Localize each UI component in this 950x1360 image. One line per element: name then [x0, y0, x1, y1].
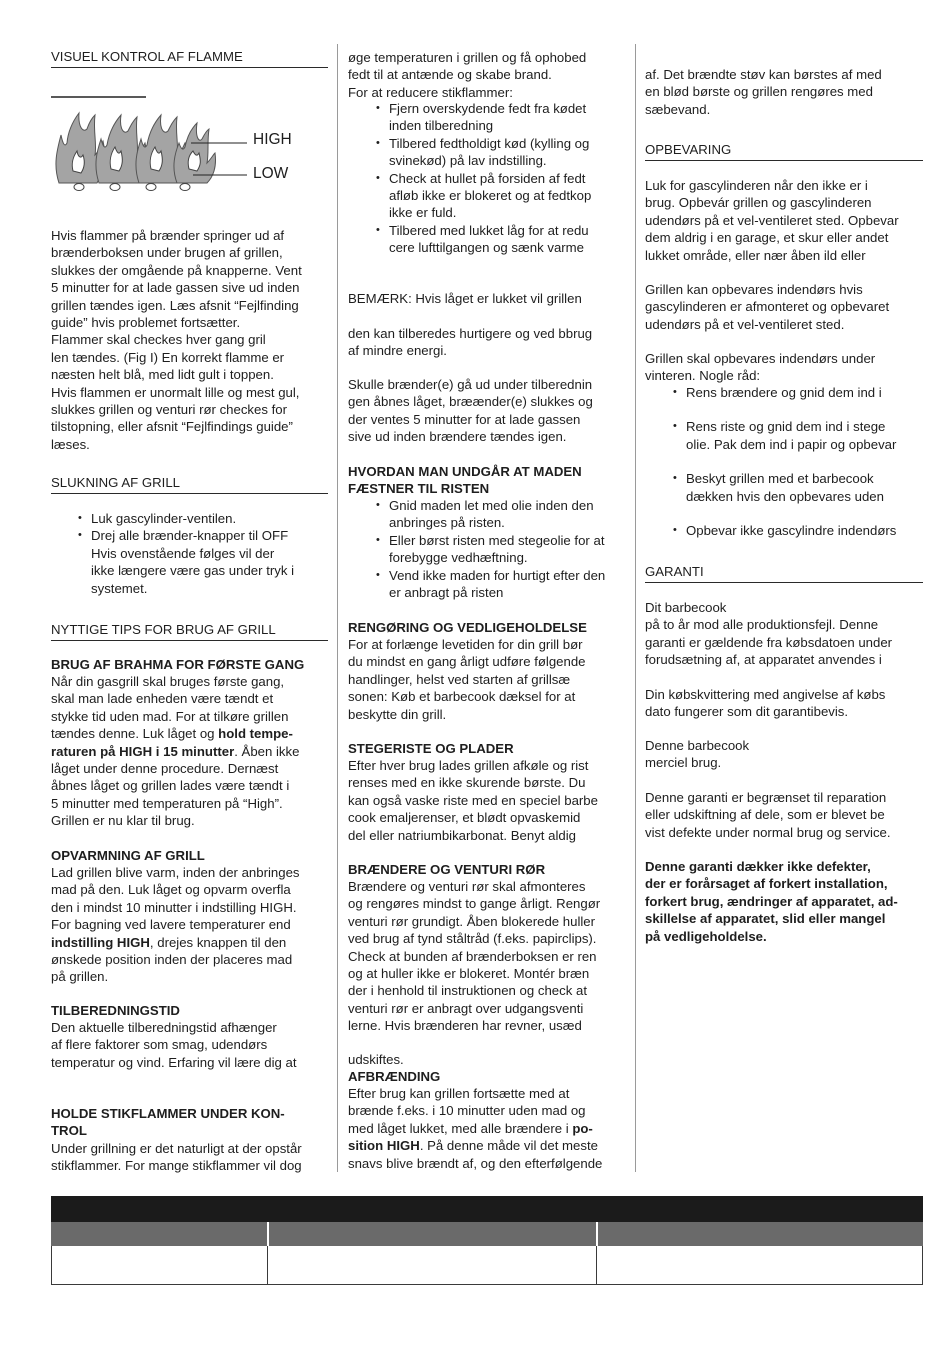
flame-label-low: LOW	[253, 165, 289, 182]
table-cell	[597, 1246, 922, 1284]
subheading-rengoering: RENGØRING OG VEDLIGEHOLDELSE	[348, 620, 587, 635]
subheading-stegeriste: STEGERISTE OG PLADER	[348, 741, 514, 756]
avoid-sticking-list	[375, 497, 628, 601]
garanti-paragraph-2: Din købskvittering med angivelse af købs dato fungerer som dit garantibevis.	[645, 687, 886, 720]
column-divider	[635, 44, 636, 1172]
section-heading-opbevaring: OPBEVARING	[645, 141, 923, 161]
subheading-undgaa-fastner: HVORDAN MAN UNDGÅR AT MADEN FÆSTNER TIL RISTEN	[348, 464, 582, 497]
table-cell	[268, 1246, 597, 1284]
slukning-list	[77, 510, 328, 597]
afbraending-paragraph: Efter brug kan grillen fortsætte med at brænde f.eks. i 10 minutter uden mad og med låget lukket, med alle brændere i po- sition HIGH. På denne måde vil det meste snavs blive brændt af, og den efterfølgende	[348, 1086, 603, 1171]
burner-out-paragraph: Skulle brænder(e) gå ud under tilberednin gen åbnes låget, bræænder(e) slukkes og der ventes 5 minutter for at lade gassen sive ud inden brændere tændes igen.	[348, 377, 593, 445]
winter-advice-list	[672, 384, 923, 539]
opbevaring-paragraph-1: Luk for gascylinderen når den ikke er i brug. Opbevár grillen og gascylinderen udendørs på et vel-ventileret sted. Opbevar dem aldrig i en garage, et skur eller andet lukket område, eller nær åben ild eller	[645, 178, 899, 263]
list-item: • Eller børst risten med stegeolie for at forebygge vedhæftning.	[375, 532, 628, 567]
rengoering-paragraph: For at forlænge levetiden for din grill bør du mindst en gang årligt udføre følgende handlinger, helst ved starten af grillsæ sonen: Køb et barbecook dæksel for at beskytte din grill.	[348, 637, 586, 722]
garanti-paragraph-1: Dit barbecook på to år mod alle produktionsfejl. Denne garanti er gældende fra købsdatoen under forudsætning af, at apparatet anvendes i	[645, 600, 893, 668]
list-item: • Tilbered med lukket låg for at redu cere lufttilgangen og sænk varme	[375, 222, 628, 257]
tilberedningstid-paragraph: Den aktuelle tilberedningstid afhænger af flere faktorer som smag, udendørs temperatur og vind. Erfaring vil lære dig at	[51, 1020, 297, 1070]
list-item: • Rens brændere og gnid dem ind i	[672, 384, 923, 401]
garanti-paragraph-4: Denne garanti er begrænset til reparation eller udskiftning af dele, som er blevet be vist defekte under normal brug og service.	[645, 790, 891, 840]
table-subheader-cell	[269, 1222, 598, 1246]
list-item: • Beskyt grillen med et barbecook dækken hvis den opbevares uden	[672, 470, 923, 505]
section-heading-nyttige-tips: NYTTIGE TIPS FOR BRUG AF GRILL	[51, 621, 328, 641]
table-row	[51, 1246, 923, 1285]
udskiftes-text: udskiftes.	[348, 1052, 404, 1067]
footer-table	[51, 1196, 923, 1285]
list-item: • Rens riste og gnid dem ind i stege olie. Pak dem ind i papir og opbevar	[672, 418, 923, 453]
col3-intro-paragraph: af. Det brændte støv kan børstes af med en blød børste og grillen rengøres med sæbevand.	[645, 67, 882, 117]
brug-paragraph: Når din gasgrill skal bruges første gang, skal man lade enheden være tændt et stykke tid uden mad. For at tilkøre grillen tændes denne. Luk låget og hold tempe- raturen på HIGH i 15 minutter. Åben ikke låget under denne procedure. Dernæst åbnes låget og grillen lades være tændt i 5 minutter med temperaturen på “High”. Grillen er nu klar til brug.	[51, 674, 300, 829]
list-item: • Check at hullet på forsiden af fedt afløb ikke er blokeret og at fedtkop ikke er fuld.	[375, 170, 628, 222]
list-item: • Tilbered fedtholdigt kød (kylling og svinekød) på lav indstilling.	[375, 135, 628, 170]
stikflammer-paragraph: Under grillning er det naturligt at der opstår stikflammer. For mange stikflammer vil dog	[51, 1141, 302, 1174]
table-subheader-cell	[598, 1222, 923, 1246]
list-item: • Opbevar ikke gascylindre indendørs	[672, 522, 923, 539]
table-header-bar	[51, 1196, 923, 1222]
opbevaring-paragraph-3: Grillen skal opbevares indendørs under vinteren. Nogle råd:	[645, 351, 876, 384]
subheading-brug-foerste-gang: BRUG AF BRAHMA FOR FØRSTE GANG	[51, 657, 305, 672]
opvarmning-paragraph: Lad grillen blive varm, inden der anbringes mad på den. Luk låget og opvarm overfla den i mindst 10 minutter i indstilling HIGH. For bagning ved lavere temperaturer end indstilling HIGH, drejes knappen til den ønskede position inden der placeres mad på grillen.	[51, 865, 300, 985]
table-subheader-cell	[51, 1222, 269, 1246]
flame-label-high: HIGH	[253, 131, 292, 148]
subheading-stikflammer: HOLDE STIKFLAMMER UNDER KON- TROL	[51, 1106, 285, 1139]
subheading-braendere-venturi: BRÆNDERE OG VENTURI RØR	[348, 862, 546, 877]
list-item: • Gnid maden let med olie inden den anbringes på risten.	[375, 497, 628, 532]
garanti-exclusions: Denne garanti dækker ikke defekter, der er forårsaget af forkert installation, forkert brug, ændringer af apparatet, ad- skillelse af apparatet, slid eller mangel på vedligeholdelse.	[645, 859, 898, 944]
opbevaring-paragraph-2: Grillen kan opbevares indendørs hvis gascylinderen er afmonteret og opbevaret udendørs på et vel-ventileret sted.	[645, 282, 890, 332]
subheading-tilberedningstid: TILBEREDNINGSTID	[51, 1003, 180, 1018]
flame-figure	[51, 95, 292, 199]
reduce-flames-list	[375, 100, 628, 257]
energy-paragraph: den kan tilberedes hurtigere og ved bbrug af mindre energi.	[348, 326, 593, 359]
stegeriste-paragraph: Efter hver brug lades grillen afkøle og rist renses med en ikke skurende børste. Du kan også vaske riste med en speciel barbe cook emaljerenser, et blødt opvaskemid del eller natriumbikarbonat. Benyt aldig	[348, 758, 598, 843]
section-heading-slukning: SLUKNING AF GRILL	[51, 474, 328, 494]
list-item: • Drej alle brænder-knapper til OFF Hvis ovenstående følges vil der ikke længere være gas under tryk i systemet.	[77, 527, 328, 597]
garanti-paragraph-3: Denne barbecook merciel brug.	[645, 738, 750, 771]
subheading-afbraending: AFBRÆNDING	[348, 1069, 441, 1084]
section-heading-visuel-kontrol: VISUEL KONTROL AF FLAMME	[51, 48, 328, 68]
flame-paragraph: Hvis flammer på brænder springer ud af brænderboksen under brugen af grillen, slukkes der omgående på knapperne. Vent 5 minutter for at lade gassen sive ud inden grillen tændes igen. Læs afsnit “Fejlfinding guide” hvis problemet fortsætter. Flammer skal checkes hver gang gril len tændes. (Fig I) En korrekt flamme er næsten helt blå, med lidt gult i toppen. Hvis flammen er unormalt lille og mest gul, slukkes grillen og venturi rør checkes for tilstopning, eller afsnit “Fejlfindings guide” læses.	[51, 228, 302, 452]
subheading-opvarmning: OPVARMNING AF GRILL	[51, 848, 205, 863]
venturi-paragraph: Brændere og venturi rør skal afmonteres og rengøres mindst to gange årligt. Rengør venturi rør grundigt. Åben blokerede huller ved brug af tynd ståltråd (f.eks. papirclips). Check at bunden af brænderboksen er ren og at huller ikke er blokeret. Montér bræn der i henhold til instruktionen og check at venturi rør er anbragt over udgangsventi lerne. Hvis brænderen har revner, usæd	[348, 879, 601, 1034]
table-subheader-row	[51, 1222, 923, 1246]
list-item: • Vend ikke maden for hurtigt efter den er anbragt på risten	[375, 567, 628, 602]
section-heading-garanti: GARANTI	[645, 563, 923, 583]
list-item: • Luk gascylinder-ventilen.	[77, 510, 328, 527]
column-divider	[337, 44, 338, 1172]
list-item: • Fjern overskydende fedt fra kødet inden tilberedning	[375, 100, 628, 135]
table-cell	[52, 1246, 268, 1284]
col2-intro-paragraph: øge temperaturen i grillen og få ophobed fedt til at antænde og skabe brand. For at reducere stikflammer:	[348, 50, 587, 100]
note-bemaerk: BEMÆRK: Hvis låget er lukket vil grillen	[348, 291, 582, 306]
flame-illustration	[51, 95, 281, 195]
